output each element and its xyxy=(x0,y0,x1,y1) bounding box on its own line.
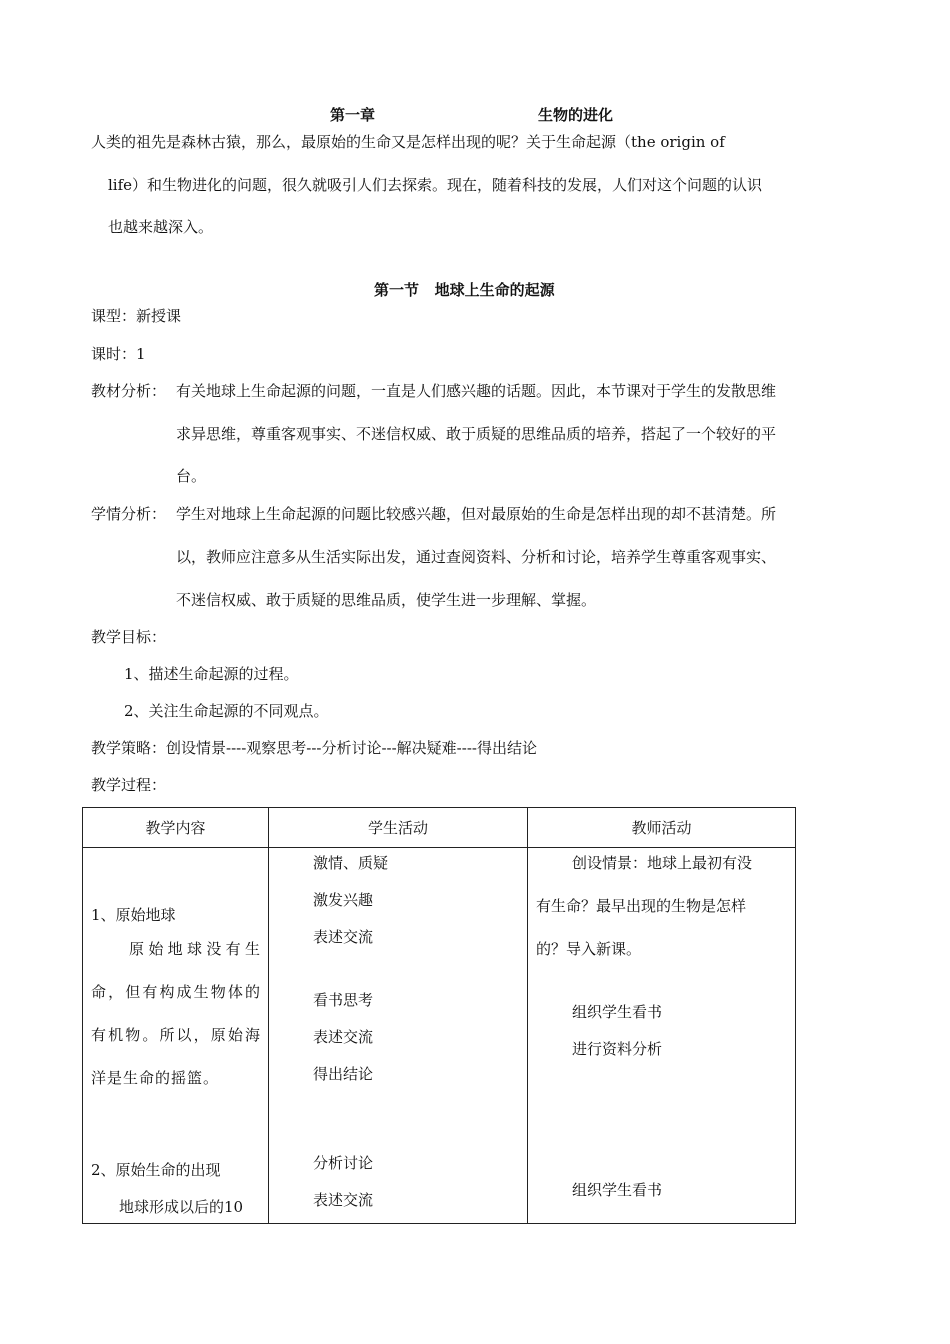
teacher-line-4: 组织学生看书 xyxy=(572,1003,663,1021)
header-teacher: 教师活动 xyxy=(528,808,796,848)
teaching-strategy: 教学策略：创设情景----观察思考---分析讨论---解决疑难----得出结论 xyxy=(91,739,537,757)
teacher-line-6: 组织学生看书 xyxy=(572,1181,663,1199)
lesson-table xyxy=(82,807,796,1224)
header-student: 学生活动 xyxy=(269,808,528,848)
student-cell xyxy=(269,848,528,1224)
item2-title: 2、原始生命的出现 xyxy=(91,1161,221,1179)
student-activity: 表述交流 xyxy=(313,1191,374,1209)
material-line-2: 求异思维，尊重客观事实、不迷信权威、敢于质疑的思维品质的培养，搭起了一个较好的平 xyxy=(176,425,777,443)
lesson-hours: 课时：1 xyxy=(91,345,146,363)
item2-body: 地球形成以后的10 xyxy=(119,1198,244,1216)
goal-1: 1、描述生命起源的过程。 xyxy=(124,665,299,683)
teacher-cell xyxy=(528,848,796,1224)
intro-line-1: 人类的祖先是森林古猿，那么，最原始的生命又是怎样出现的呢？关于生命起源（the origin of xyxy=(91,133,725,151)
student-activity: 得出结论 xyxy=(313,1065,374,1083)
process-label: 教学过程： xyxy=(91,776,167,794)
material-line-1: 有关地球上生命起源的问题，一直是人们感兴趣的话题。因此，本节课对于学生的发散思维 xyxy=(176,382,777,400)
teacher-line-2: 有生命？最早出现的生物是怎样 xyxy=(536,897,747,915)
table-header-row xyxy=(83,808,796,848)
student-analysis-label: 学情分析： xyxy=(91,505,167,523)
student-analysis-line-3: 不迷信权威、敢于质疑的思维品质，使学生进一步理解、掌握。 xyxy=(176,591,597,609)
header-content: 教学内容 xyxy=(83,808,269,848)
student-activity: 表述交流 xyxy=(313,928,374,946)
student-activity: 激发兴趣 xyxy=(313,891,374,909)
teacher-line-5: 进行资料分析 xyxy=(572,1040,663,1058)
goals-label: 教学目标： xyxy=(91,628,167,646)
chapter-title: 生物的进化 xyxy=(538,106,614,124)
item1-body: 原始地球没有生命，但有构成生物体的有机物。所以，原始海洋是生命的摇篮。 xyxy=(91,940,261,1087)
chapter-number: 第一章 xyxy=(330,106,376,124)
student-analysis-line-2: 以，教师应注意多从生活实际出发，通过查阅资料、分析和讨论，培养学生尊重客观事实、 xyxy=(176,548,777,566)
table-row xyxy=(83,848,796,1224)
intro-line-2: life）和生物进化的问题，很久就吸引人们去探索。现在，随着科技的发展，人们对这个问题的认识 xyxy=(108,176,763,194)
content-cell xyxy=(83,848,269,1224)
student-activity: 看书思考 xyxy=(313,991,374,1009)
item1-title: 1、原始地球 xyxy=(91,906,176,924)
intro-line-3: 也越来越深入。 xyxy=(108,218,214,236)
student-activity: 分析讨论 xyxy=(313,1154,374,1172)
material-line-3: 台。 xyxy=(176,467,207,485)
student-activity: 激情、质疑 xyxy=(313,854,389,872)
student-activity: 表述交流 xyxy=(313,1028,374,1046)
student-analysis-line-1: 学生对地球上生命起源的问题比较感兴趣，但对最原始的生命是怎样出现的却不甚清楚。所 xyxy=(176,505,777,523)
goal-2: 2、关注生命起源的不同观点。 xyxy=(124,702,329,720)
teacher-line-3: 的？导入新课。 xyxy=(536,940,642,958)
material-label: 教材分析： xyxy=(91,382,167,400)
lesson-type: 课型：新授课 xyxy=(91,307,182,325)
teacher-line-1: 创设情景：地球上最初有没 xyxy=(572,854,753,872)
section-title: 第一节 地球上生命的起源 xyxy=(374,281,555,299)
